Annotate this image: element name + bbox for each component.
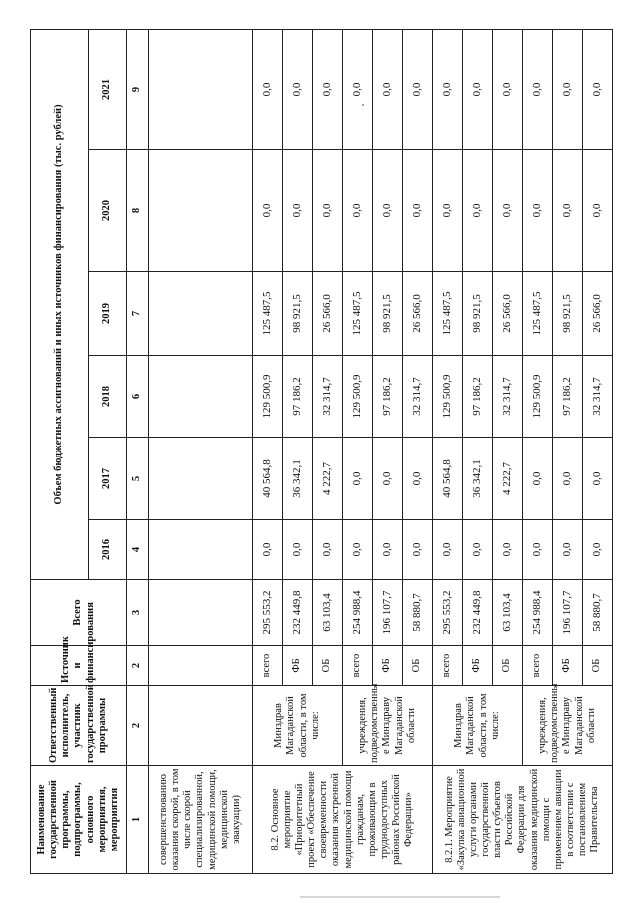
source-cell: ОБ <box>313 646 343 686</box>
year-value-cell: 0,0 <box>433 29 463 149</box>
column-number: 9 <box>127 29 149 149</box>
source-cell: ОБ <box>403 646 433 686</box>
year-value-cell: 98 921,5 <box>373 272 403 356</box>
year-value-cell: 0,0 <box>253 520 283 580</box>
year-value-cell: 26 566,0 <box>313 272 343 356</box>
funding-table <box>30 29 613 874</box>
year-value-cell: 97 186,2 <box>463 356 493 438</box>
total-cell: 63 103,4 <box>493 580 523 646</box>
source-cell: ОБ <box>583 646 613 686</box>
source-cell: ФБ <box>553 646 583 686</box>
header-year: 2019 <box>89 272 127 356</box>
source-cell: всего <box>433 646 463 686</box>
year-value-cell: 32 314,7 <box>403 356 433 438</box>
total-cell: 58 880,7 <box>583 580 613 646</box>
year-value-cell: 26 566,0 <box>403 272 433 356</box>
year-value-cell: 0,0 <box>433 150 463 272</box>
year-value-cell: 129 500,9 <box>343 356 373 438</box>
source-cell: всего <box>343 646 373 686</box>
year-value-cell: 0,0 <box>343 29 373 149</box>
header-source: Источник и финансирования <box>31 646 127 686</box>
empty-cell <box>149 29 253 149</box>
year-value-cell: 0,0 <box>313 520 343 580</box>
year-value-cell: 0,0 <box>463 29 493 149</box>
empty-cell <box>149 580 253 646</box>
source-cell: всего <box>253 646 283 686</box>
year-value-cell: 97 186,2 <box>283 356 313 438</box>
funding-row <box>253 29 283 873</box>
year-value-cell: 0,0 <box>553 29 583 149</box>
total-cell: 63 103,4 <box>313 580 343 646</box>
year-value-cell: 0,0 <box>523 520 553 580</box>
column-number: 8 <box>127 150 149 272</box>
total-cell: 58 880,7 <box>403 580 433 646</box>
year-value-cell: 0,0 <box>493 29 523 149</box>
year-value-cell: 26 566,0 <box>493 272 523 356</box>
header-year: 2021 <box>89 29 127 149</box>
year-value-cell: 36 342,1 <box>463 438 493 520</box>
year-value-cell: 0,0 <box>283 29 313 149</box>
empty-cell <box>149 272 253 356</box>
year-value-cell: 125 487,5 <box>253 272 283 356</box>
column-number: 3 <box>127 580 149 646</box>
table-body <box>149 29 253 873</box>
year-value-cell: 129 500,9 <box>433 356 463 438</box>
year-value-cell: 0,0 <box>583 150 613 272</box>
funding-row <box>343 29 373 873</box>
year-value-cell: 97 186,2 <box>553 356 583 438</box>
executor-cell: Минздрав Магаданской области, в том числе: <box>253 686 343 766</box>
header-year: 2018 <box>89 356 127 438</box>
column-number: 1 <box>127 766 149 874</box>
year-value-cell: 0,0 <box>463 150 493 272</box>
year-value-cell: 0,0 <box>553 520 583 580</box>
year-value-cell: 0,0 <box>493 520 523 580</box>
table-header <box>31 29 149 873</box>
year-value-cell: 0,0 <box>403 150 433 272</box>
year-value-cell: 0,0 <box>523 29 553 149</box>
year-value-cell: 0,0 <box>403 29 433 149</box>
empty-cell <box>149 686 253 766</box>
total-cell: 196 107,7 <box>553 580 583 646</box>
source-cell: ОБ <box>493 646 523 686</box>
year-value-cell: 129 500,9 <box>253 356 283 438</box>
year-value-cell: 26 566,0 <box>583 272 613 356</box>
year-value-cell: 98 921,5 <box>283 272 313 356</box>
executor-cell: учреждения, подведомственны е Минздраву Магаданской области <box>523 686 613 766</box>
total-cell: 295 553,2 <box>253 580 283 646</box>
block-name: 8.2.1. Мероприятие «Закупка авиационной услуги органами государственной власти субъектов Российской Федерации для оказания медицинской помощи с применением авиации в соответствии с постановлением Правительства <box>433 766 613 874</box>
rotated-table-wrapper <box>30 30 612 874</box>
column-number-row <box>127 29 149 873</box>
year-value-cell: 125 487,5 <box>433 272 463 356</box>
year-value-cell: 0,0 <box>433 520 463 580</box>
year-value-cell: 4 222,7 <box>313 438 343 520</box>
column-number: 6 <box>127 356 149 438</box>
column-number: 2 <box>127 686 149 766</box>
executor-cell: Минздрав Магаданской области, в том числе: <box>433 686 523 766</box>
column-number: 4 <box>127 520 149 580</box>
year-value-cell: 40 564,8 <box>433 438 463 520</box>
funding-row <box>433 29 463 873</box>
year-value-cell: 0,0 <box>253 150 283 272</box>
year-value-cell: 32 314,7 <box>583 356 613 438</box>
year-value-cell: 0,0 <box>583 29 613 149</box>
year-value-cell: 97 186,2 <box>373 356 403 438</box>
year-value-cell: 0,0 <box>403 438 433 520</box>
total-cell: 232 449,8 <box>283 580 313 646</box>
year-value-cell: 0,0 <box>493 150 523 272</box>
total-cell: 254 988,4 <box>343 580 373 646</box>
total-cell: 254 988,4 <box>523 580 553 646</box>
total-cell: 295 553,2 <box>433 580 463 646</box>
year-value-cell: 0,0 <box>583 520 613 580</box>
empty-cell <box>149 356 253 438</box>
source-cell: ФБ <box>373 646 403 686</box>
year-value-cell: 0,0 <box>403 520 433 580</box>
year-value-cell: 0,0 <box>283 520 313 580</box>
year-value-cell: 0,0 <box>373 438 403 520</box>
year-value-cell: 40 564,8 <box>253 438 283 520</box>
year-value-cell: 36 342,1 <box>283 438 313 520</box>
year-value-cell: 32 314,7 <box>313 356 343 438</box>
header-volume: Объем бюджетных ассигнований и иных источников финансирования (тыс. рублей) <box>31 29 89 579</box>
header-name: Наименование государственной программы, подпрограммы, основного мероприятия, мероприятия <box>31 766 127 874</box>
empty-cell <box>149 646 253 686</box>
column-number: 7 <box>127 272 149 356</box>
total-cell: 196 107,7 <box>373 580 403 646</box>
year-value-cell: 98 921,5 <box>463 272 493 356</box>
year-value-cell: 0,0 <box>523 438 553 520</box>
year-value-cell: 125 487,5 <box>523 272 553 356</box>
year-value-cell: 0,0 <box>283 150 313 272</box>
year-value-cell: 0,0 <box>313 150 343 272</box>
source-cell: ФБ <box>463 646 493 686</box>
year-value-cell: 0,0 <box>553 150 583 272</box>
year-value-cell: 0,0 <box>463 520 493 580</box>
total-cell: 232 449,8 <box>463 580 493 646</box>
header-year: 2016 <box>89 520 127 580</box>
year-value-cell: 0,0 <box>373 520 403 580</box>
year-value-cell: 125 487,5 <box>343 272 373 356</box>
column-number: 5 <box>127 438 149 520</box>
empty-cell <box>149 438 253 520</box>
year-value-cell: 0,0 <box>343 438 373 520</box>
header-total: Всего <box>31 580 127 646</box>
year-value-cell: 129 500,9 <box>523 356 553 438</box>
year-value-cell: 0,0 <box>553 438 583 520</box>
year-value-cell: 32 314,7 <box>493 356 523 438</box>
year-value-cell: 0,0 <box>253 29 283 149</box>
source-cell: всего <box>523 646 553 686</box>
column-number: 2 <box>127 646 149 686</box>
executor-cell: учреждения, подведомственны е Минздраву Магаданской области <box>343 686 433 766</box>
funding-blocks <box>253 29 613 873</box>
funding-row <box>523 29 553 873</box>
year-value-cell: 0,0 <box>313 29 343 149</box>
year-value-cell: 0,0 <box>583 438 613 520</box>
header-year: 2020 <box>89 150 127 272</box>
year-value-cell: 0,0 <box>343 150 373 272</box>
year-value-cell: 0,0 <box>343 520 373 580</box>
empty-cell <box>149 520 253 580</box>
continuation-row <box>149 29 253 873</box>
header-year: 2017 <box>89 438 127 520</box>
year-value-cell: 98 921,5 <box>553 272 583 356</box>
header-executor: Ответственный исполнитель, участник государственной программы <box>31 686 127 766</box>
year-value-cell: 0,0 <box>373 150 403 272</box>
source-cell: ФБ <box>283 646 313 686</box>
empty-cell <box>149 150 253 272</box>
block-name: 8.2. Основное мероприятие «Приоритетный проект «Обеспечение своевременности оказания экстренной медицинской помощи гражданам, проживающим в труднодоступных районах Российской Федерации» <box>253 766 433 874</box>
year-value-cell: 0,0 <box>523 150 553 272</box>
continuation-text: совершенствованию оказания скорой, в том числе скорой специализированной, медицинской помощи, медицинской эвакуации) <box>149 766 253 874</box>
year-value-cell: 0,0 <box>373 29 403 149</box>
scan-artifact <box>300 896 500 898</box>
year-value-cell: 4 222,7 <box>493 438 523 520</box>
